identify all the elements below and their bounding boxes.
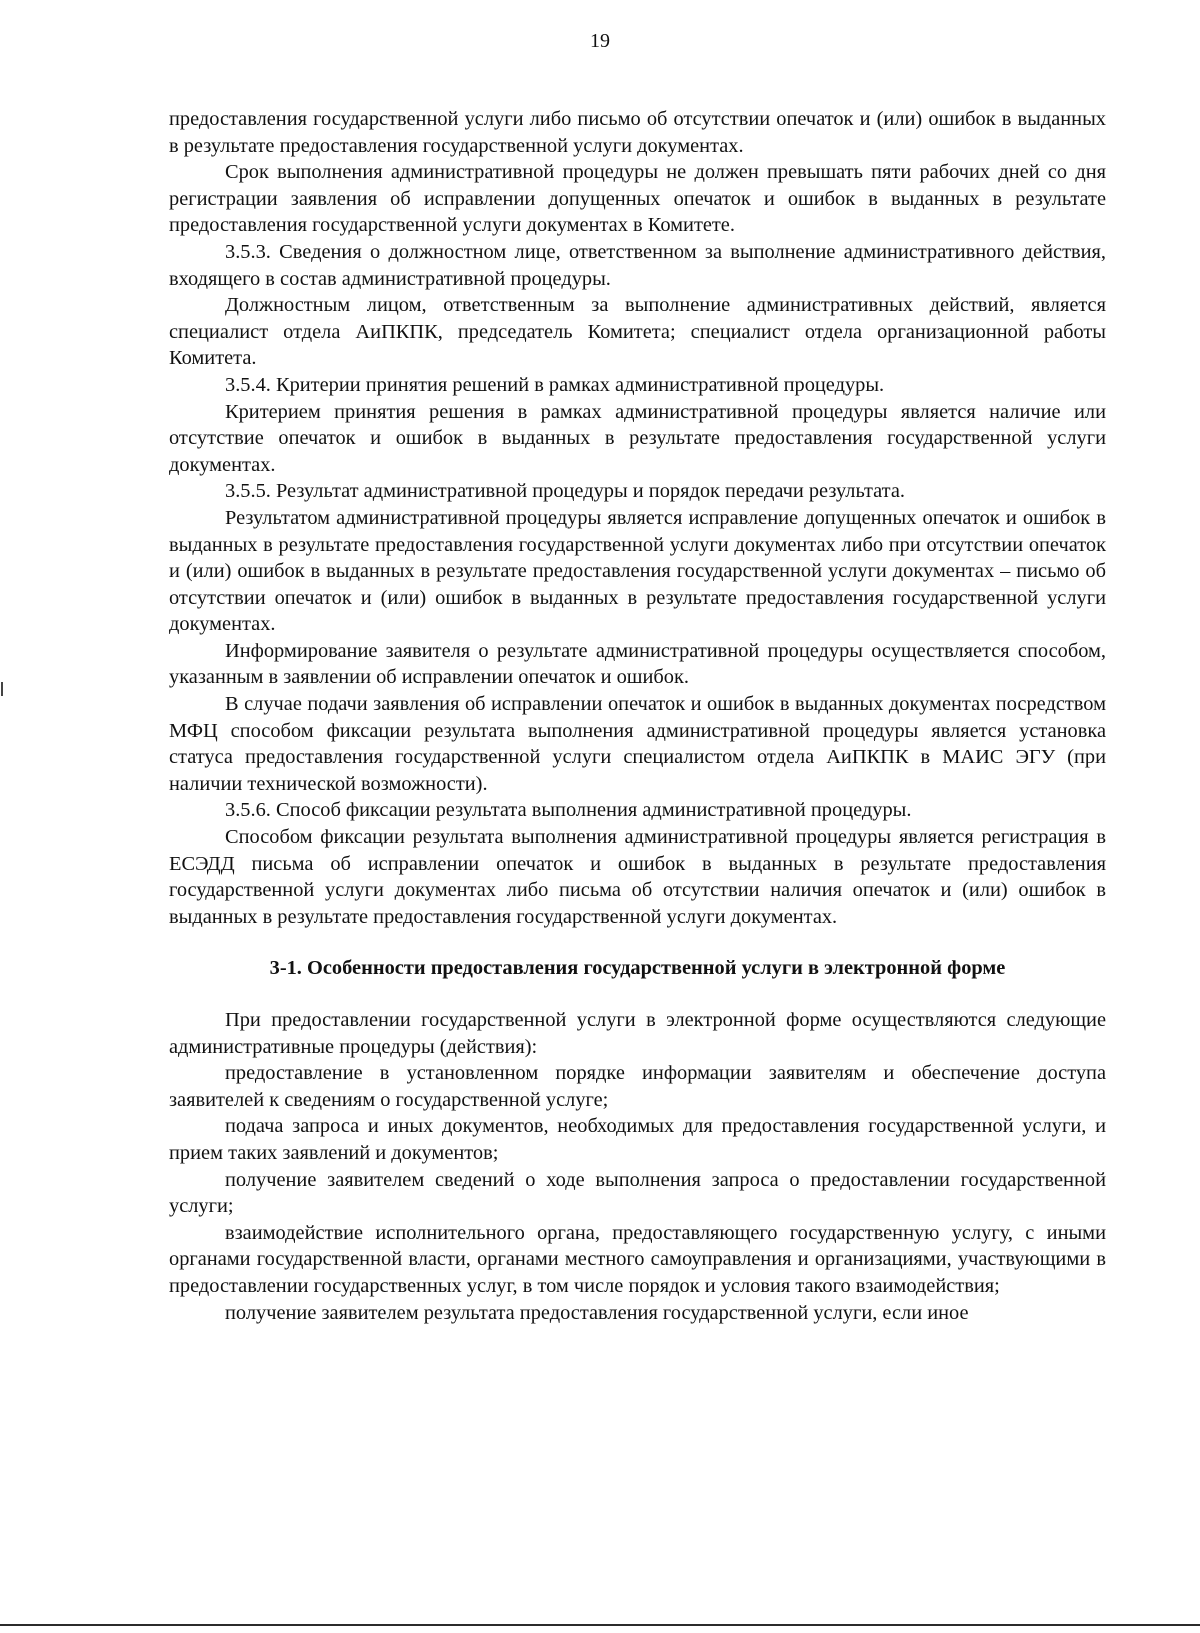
page-number: 19 (590, 30, 610, 52)
paragraph: Способом фиксации результата выполнения административной процедуры является регистрация в ЕСЭДД письма об исправлении опечаток и ошибок в выданных в результате предоставления государственной услуги документах либо письма об отсутствии наличия опечаток и (или) ошибок в выданных в результате предоставления государственной услуги документах. (169, 826, 1106, 928)
list-item: взаимодействие исполнительного органа, предоставляющего государственную услугу, с иными органами государственной власти, органами местного самоуправления и организациями, участвующими в предоставлении государственных услуг, в том числе порядок и условия такого взаимодействия; (169, 1221, 1106, 1297)
paragraph: Срок выполнения административной процедуры не должен превышать пяти рабочих дней со дня регистрации заявления об исправлении допущенных опечаток и ошибок в выданных в результате предоставления государственной услуги документах в Комитете. (169, 161, 1106, 237)
list-item: предоставление в установленном порядке информации заявителям и обеспечение доступа заявителей к сведениям о государственной услуге; (169, 1062, 1106, 1111)
paragraph: В случае подачи заявления об исправлении опечаток и ошибок в выданных документах посредством МФЦ способом фиксации результата выполнения административной процедуры является установка статуса предоставления государственной услуги специалистом отдела АиПКПК в МАИС ЭГУ (при наличии технической возможности). (169, 693, 1106, 795)
paragraph: 3.5.3. Сведения о должностном лице, ответственном за выполнение административного действия, входящего в состав административной процедуры. (169, 240, 1106, 290)
paragraph: 3.5.4. Критерии принятия решений в рамках административной процедуры. (225, 373, 885, 396)
document-body (169, 106, 1106, 1326)
paragraph: Критерием принятия решения в рамках административной процедуры является наличие или отсутствие опечаток и ошибок в выданных в результате предоставления государственной услуги документах. (169, 400, 1106, 476)
paragraph: 3.5.6. Способ фиксации результата выполнения административной процедуры. (225, 799, 912, 822)
paragraph: Должностным лицом, ответственным за выполнение административных действий, является специалист отдела АиПКПК, председатель Комитета; специалист отдела организационной работы Комитета. (169, 294, 1106, 370)
paragraph: Информирование заявителя о результате административной процедуры осуществляется способом, указанным в заявлении об исправлении опечаток и ошибок. (169, 639, 1106, 689)
scan-margin-mark (1, 682, 3, 696)
list-item: получение заявителем сведений о ходе выполнения запроса о предоставлении государственной услуги; (169, 1168, 1106, 1218)
paragraph: При предоставлении государственной услуги в электронной форме осуществляются следующие административные процедуры (действия): (169, 1009, 1106, 1058)
list-item: подача запроса и иных документов, необходимых для предоставления государственной услуги, и прием таких заявлений и документов; (169, 1115, 1106, 1164)
paragraph: Результатом административной процедуры является исправление допущенных опечаток и ошибок в выданных в результате предоставления государственной услуги документах либо при отсутствии опечаток и (или) ошибок в выданных в результате предоставления государственной услуги документах – письмо об отсутствии опечаток и (или) ошибок в выданных в результате предоставления государственной услуги документах. (169, 506, 1106, 636)
paragraph: предоставления государственной услуги либо письмо об отсутствии опечаток и (или) ошибок в выданных в результате предоставления государственной услуги документах. (169, 108, 1106, 157)
section-heading: 3-1. Особенности предоставления государственной услуги в электронной форме (269, 957, 1006, 980)
list-item: получение заявителем результата предоставления государственной услуги, если иное (225, 1301, 969, 1324)
scan-bottom-edge (0, 1624, 1200, 1626)
paragraph: 3.5.5. Результат административной процедуры и порядок передачи результата. (225, 480, 905, 503)
